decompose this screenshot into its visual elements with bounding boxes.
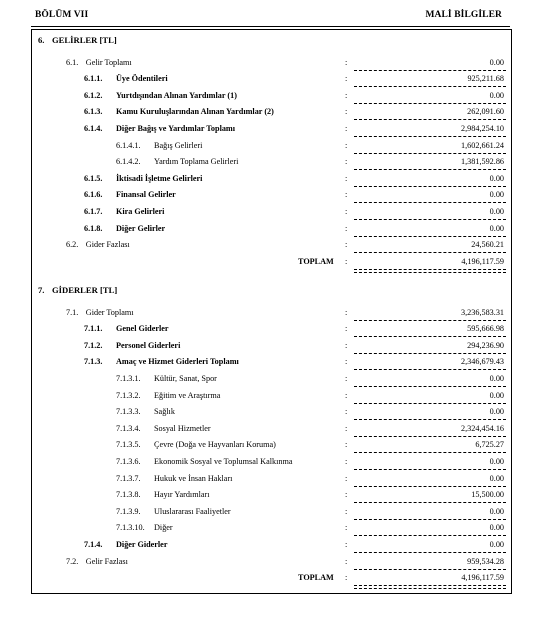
section-number: 6. (38, 35, 45, 45)
section-label: GİDERLER [TL] (52, 285, 118, 295)
colon-separator: : (345, 207, 348, 216)
table-row (32, 404, 511, 420)
row-label: Gelir Toplamı (85, 57, 132, 67)
row-number: 7.1.3.6. (116, 457, 141, 466)
row-label: Bağış Gelirleri (154, 140, 203, 150)
chapter-title: BÖLÜM VII (35, 10, 89, 20)
row-label: Diğer Gelirler (116, 223, 166, 233)
row-label: Yurtdışından Alınan Yardımlar (1) (116, 90, 237, 100)
row-value: 0.00 (489, 190, 504, 200)
section-number: 7. (38, 285, 45, 295)
colon-separator: : (345, 90, 348, 100)
value-underline (354, 269, 506, 270)
row-label: Eğitim ve Araştırma (154, 390, 221, 400)
row-label: Hukuk ve İnsan Hakları (154, 473, 233, 483)
colon-separator: : (345, 173, 348, 183)
row-label: Kira Gelirleri (116, 207, 165, 216)
row-number: 7.1.3.10. (116, 523, 145, 533)
table-row (32, 338, 511, 354)
row-label: Gelir Fazlası (85, 556, 128, 566)
row-value: 1,381,592.86 (461, 157, 504, 167)
row-value: 0.00 (489, 90, 504, 100)
colon-separator: : (345, 324, 348, 334)
row-number: 6.1.1. (84, 74, 103, 84)
row-value: 0.00 (489, 473, 504, 483)
colon-separator: : (345, 107, 348, 117)
row-number: 7.1.4. (84, 540, 103, 549)
row-label: Personel Giderleri (116, 340, 181, 350)
row-label: Üye Ödentileri (116, 74, 168, 84)
colon-separator: : (345, 556, 348, 566)
section-heading (32, 32, 511, 48)
section-heading (32, 282, 511, 298)
colon-separator: : (345, 457, 348, 466)
colon-separator: : (345, 423, 348, 433)
table-row (32, 88, 511, 104)
table-row (32, 520, 511, 536)
row-value: 0.00 (489, 390, 504, 400)
colon-separator: : (345, 357, 348, 367)
section-label: GELİRLER [TL] (52, 35, 117, 45)
table-row (32, 537, 511, 553)
row-value: 3,236,583.31 (461, 307, 504, 317)
row-label: Yardım Toplama Gelirleri (154, 157, 239, 167)
header-divider (31, 26, 510, 27)
row-value: 0.00 (489, 223, 504, 233)
value-underline (354, 585, 506, 586)
row-number: 7.1.3.4. (116, 423, 141, 433)
colon-separator: : (345, 573, 348, 583)
row-number: 6.1. (66, 57, 79, 67)
table-row (32, 454, 511, 470)
row-value: 0.00 (489, 173, 504, 183)
row-value: 15,500.00 (471, 490, 504, 500)
table-row (32, 471, 511, 487)
row-label: Finansal Gelirler (116, 190, 176, 200)
row-label: Sağlık (154, 407, 175, 417)
row-label: Uluslararası Faaliyetler (154, 506, 231, 516)
row-value: 0.00 (489, 407, 504, 417)
row-value: 2,346,679.43 (461, 357, 504, 367)
colon-separator: : (345, 190, 348, 200)
financial-table (31, 29, 512, 594)
row-label: Diğer Bağış ve Yardımlar Toplamı (116, 124, 236, 133)
colon-separator: : (345, 523, 348, 533)
row-label: Hayır Yardımları (154, 490, 210, 500)
table-row (32, 204, 511, 220)
row-number: 7.1.2. (84, 340, 103, 350)
row-value: 0.00 (489, 57, 504, 67)
row-value: 2,984,254.10 (461, 124, 504, 133)
row-number: 7.1.3.3. (116, 407, 141, 417)
row-number: 7.1. (66, 307, 79, 317)
row-number: 7.2. (66, 556, 79, 566)
row-value: 0.00 (489, 207, 504, 216)
row-number: 6.1.6. (84, 190, 103, 200)
total-value: 4,196,117.59 (461, 256, 504, 266)
row-label: Genel Giderler (116, 324, 169, 334)
table-row (32, 221, 511, 237)
row-number: 7.1.1. (84, 324, 103, 334)
row-label: Diğer Giderler (116, 540, 168, 549)
row-number: 7.1.3. (84, 357, 103, 367)
row-number: 6.2. (66, 240, 79, 250)
row-number: 6.1.4. (84, 124, 103, 133)
row-number: 7.1.3.1. (116, 374, 141, 383)
row-label: Ekonomik Sosyal ve Toplumsal Kalkınma (154, 457, 293, 466)
value-double-underline (354, 272, 506, 273)
colon-separator: : (345, 240, 348, 250)
total-row (32, 254, 511, 270)
row-value: 0.00 (489, 523, 504, 533)
table-row (32, 104, 511, 120)
total-row (32, 570, 511, 586)
colon-separator: : (345, 540, 348, 549)
row-value: 0.00 (489, 506, 504, 516)
row-number: 6.1.5. (84, 173, 103, 183)
row-number: 6.1.4.1. (116, 140, 141, 150)
row-label: Kamu Kuruluşlarından Alınan Yardımlar (2) (116, 107, 274, 117)
row-label: İktisadi İşletme Gelirleri (116, 173, 203, 183)
table-row (32, 371, 511, 387)
table-row (32, 554, 511, 570)
row-value: 24,560.21 (471, 240, 504, 250)
colon-separator: : (345, 124, 348, 133)
row-number: 7.1.3.5. (116, 440, 141, 450)
row-number: 7.1.3.2. (116, 390, 141, 400)
row-number: 6.1.4.2. (116, 157, 141, 167)
colon-separator: : (345, 506, 348, 516)
row-label: Kültür, Sanat, Spor (154, 374, 217, 383)
row-number: 6.1.2. (84, 90, 103, 100)
row-value: 595,666.98 (467, 324, 504, 334)
row-value: 1,602,661.24 (461, 140, 504, 150)
colon-separator: : (345, 157, 348, 167)
table-row (32, 504, 511, 520)
colon-separator: : (345, 223, 348, 233)
row-label: Diğer (154, 523, 173, 533)
table-row (32, 187, 511, 203)
colon-separator: : (345, 490, 348, 500)
colon-separator: : (345, 340, 348, 350)
colon-separator: : (345, 390, 348, 400)
colon-separator: : (345, 473, 348, 483)
colon-separator: : (345, 407, 348, 417)
table-row (32, 154, 511, 170)
row-value: 294,236.90 (467, 340, 504, 350)
section-title: MALİ BİLGİLER (425, 10, 502, 20)
row-number: 7.1.3.8. (116, 490, 141, 500)
table-row (32, 55, 511, 71)
row-label: Gider Toplamı (85, 307, 134, 317)
row-value: 0.00 (489, 540, 504, 549)
total-label: TOPLAM (298, 256, 334, 266)
table-row (32, 354, 511, 370)
total-label: TOPLAM (298, 573, 334, 583)
row-number: 6.1.7. (84, 207, 103, 216)
colon-separator: : (345, 256, 348, 266)
row-value: 925,211.68 (467, 74, 504, 84)
row-label: Sosyal Hizmetler (154, 423, 211, 433)
row-number: 7.1.3.9. (116, 506, 141, 516)
row-value: 262,091.60 (467, 107, 504, 117)
table-row (32, 305, 511, 321)
table-row (32, 138, 511, 154)
table-row (32, 388, 511, 404)
row-value: 0.00 (489, 374, 504, 383)
value-double-underline (354, 588, 506, 589)
row-value: 959,534.28 (467, 556, 504, 566)
table-row (32, 71, 511, 87)
colon-separator: : (345, 57, 348, 67)
table-row (32, 421, 511, 437)
row-value: 0.00 (489, 457, 504, 466)
row-label: Gider Fazlası (85, 240, 130, 250)
row-number: 6.1.3. (84, 107, 103, 117)
total-value: 4,196,117.59 (461, 573, 504, 583)
colon-separator: : (345, 440, 348, 450)
row-label: Çevre (Doğa ve Hayvanları Koruma) (154, 440, 276, 450)
table-row (32, 171, 511, 187)
row-label: Amaç ve Hizmet Giderleri Toplamı (116, 357, 239, 367)
colon-separator: : (345, 140, 348, 150)
table-row (32, 121, 511, 137)
table-row (32, 487, 511, 503)
colon-separator: : (345, 374, 348, 383)
colon-separator: : (345, 74, 348, 84)
row-number: 6.1.8. (84, 223, 103, 233)
table-row (32, 237, 511, 253)
table-row (32, 437, 511, 453)
row-number: 7.1.3.7. (116, 473, 141, 483)
row-value: 2,324,454.16 (461, 423, 504, 433)
row-value: 6,725.27 (475, 440, 504, 450)
table-row (32, 321, 511, 337)
colon-separator: : (345, 307, 348, 317)
